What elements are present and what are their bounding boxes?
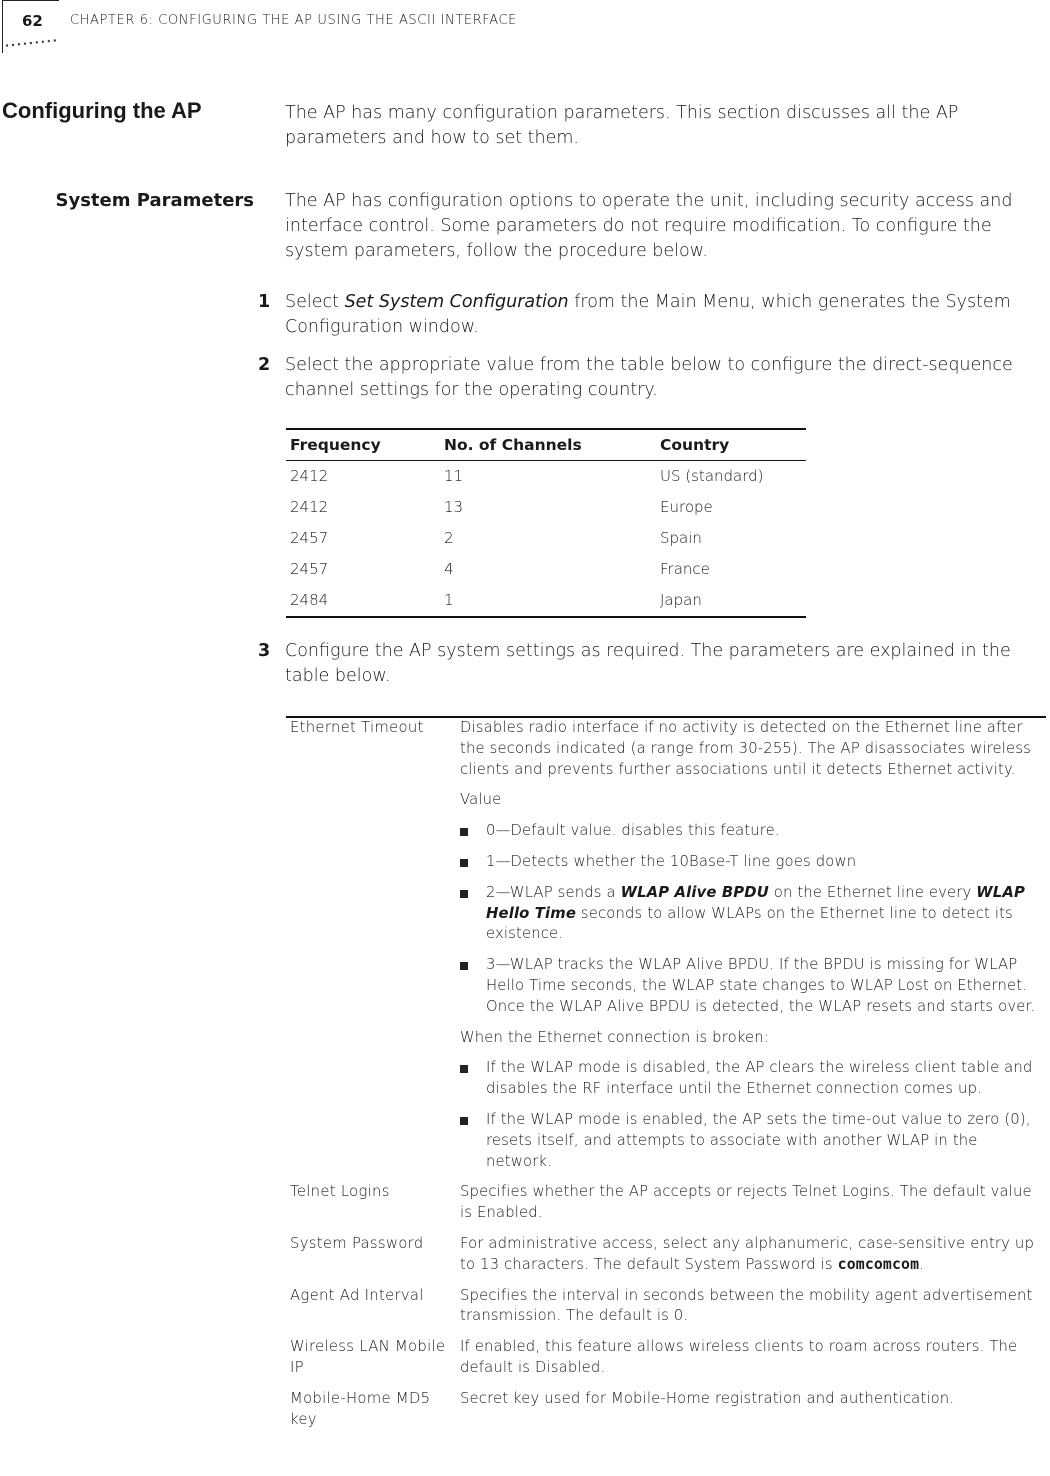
list-item: 1—Detects whether the 10Base-T line goes down [460,852,1042,873]
step-text: Configure the AP system settings as required. The parameters are explained in the table below. [285,641,1011,686]
param-description: Specifies whether the AP accepts or rejects Telnet Logins. The default value is Enabled. [460,1183,1032,1222]
column-header: Frequency [286,429,440,461]
param-name: System Password [290,1234,424,1252]
table-cell: 2412 [290,498,329,516]
table-cell: Europe [660,498,713,516]
table-cell: 2 [444,529,454,547]
param-row-mobile-home-md5-key [286,1389,1046,1441]
param-row-agent-ad-interval [286,1286,1046,1338]
table-cell: France [660,560,710,578]
step-number: 1 [258,292,271,312]
table-cell: 1 [440,585,656,617]
bullet-icon [460,1117,468,1125]
bullet-icon [460,962,468,970]
param-name: Mobile-Home MD5 key [290,1389,431,1428]
table-cell: Spain [660,529,702,547]
frequency-table [286,428,806,618]
menu-reference: Set System Configuration [344,292,569,312]
bullet-icon [460,859,468,867]
list-item: 2—WLAP sends a WLAP Alive BPDU on the Ethernet line every WLAP Hello Time seconds to allow WLAPs on the Ethernet line to detect its existence. [460,883,1042,945]
value-list [460,821,1042,1017]
param-name: Ethernet Timeout [286,717,456,1182]
table-row [286,492,806,523]
param-description: Specifies the interval in seconds between the mobility agent advertisement transmission. The default is 0. [460,1286,1033,1325]
param-name: Wireless LAN Mobile IP [290,1338,446,1376]
param-row-wireless-lan-mobile-ip [286,1337,1046,1389]
default-password: comcomcom [837,1255,920,1273]
param-name: Telnet Logins [290,1183,390,1201]
param-row-system-password [286,1234,1046,1286]
param-description: If enabled, this feature allows wireless clients to roam across routers. The default is Disabled. [460,1338,1018,1376]
column-header: No. of Channels [440,429,656,461]
column-header: Country [656,429,806,461]
param-name: Agent Ad Interval [290,1286,424,1304]
chapter-title: CHAPTER 6: CONFIGURING THE AP USING THE ASCII INTERFACE [70,13,517,28]
bullet-icon [460,828,468,836]
subsection-intro: The AP has configuration options to operate the unit, including security access and interface control. Some parameters do not require modification. To configure the system parameters, follow the procedure below. [285,191,1013,261]
step-number: 2 [258,355,271,375]
step-text: Select the appropriate value from the table below to configure the direct-sequence channel settings for the operating country. [285,355,1013,400]
bullet-icon [460,890,468,898]
table-cell: 13 [444,498,464,516]
table-cell: 2412 [290,467,329,485]
table-cell: 2457 [290,560,329,578]
table-cell: 4 [444,560,454,578]
param-row-telnet-logins [286,1182,1046,1234]
subsection-heading: System Parameters [55,190,254,211]
table-header-row [286,429,806,461]
page-number: 62 [22,12,43,30]
table-row [286,523,806,554]
list-item: If the WLAP mode is enabled, the AP sets the time-out value to zero (0), resets itself, and attempts to associate with another WLAP in the network. [460,1110,1042,1172]
table-cell: 11 [444,467,464,485]
bullet-icon [460,1065,468,1073]
param-description: Secret key used for Mobile-Home registration and authentication. [460,1389,955,1407]
parameters-table [286,716,1046,1440]
table-cell: 2484 [286,585,440,617]
param-row-ethernet-timeout [286,717,1046,1182]
table-row [286,585,806,617]
param-description [456,717,1046,1182]
section-heading: Configuring the AP [2,98,202,123]
step-text: Select Set System Configuration from the Main Menu, which generates the System Configuration window. [285,292,1011,337]
list-item: 3—WLAP tracks the WLAP Alive BPDU. If the BPDU is missing for WLAP Hello Time seconds, the WLAP state changes to WLAP Lost on Ethernet. Once the WLAP Alive BPDU is detected, the WLAP resets and starts over. [460,955,1042,1017]
list-item: 0—Default value. disables this feature. [460,821,1042,842]
broken-label: When the Ethernet connection is broken: [460,1028,769,1046]
param-description: For administrative access, select any alphanumeric, case-sensitive entry up to 13 characters. The default System Password is comcomcom. [460,1234,1034,1273]
table-cell: US (standard) [660,467,764,485]
broken-list [460,1058,1042,1172]
table-cell: Japan [656,585,806,617]
step-number: 3 [258,641,271,661]
table-row [286,554,806,585]
table-cell: 2457 [290,529,329,547]
section-intro: The AP has many configuration parameters. This section discusses all the AP parameters and how to set them. [285,103,959,148]
table-row [286,461,806,493]
param-text: Disables radio interface if no activity is detected on the Ethernet line after the seconds indicated (a range from 30-255). The AP disassociates wireless clients and prevents further associations until it detects Ethernet activity. [460,719,1032,778]
list-item: If the WLAP mode is disabled, the AP clears the wireless client table and disables the RF interface until the Ethernet connection comes up. [460,1058,1042,1100]
value-label: Value [460,791,502,809]
